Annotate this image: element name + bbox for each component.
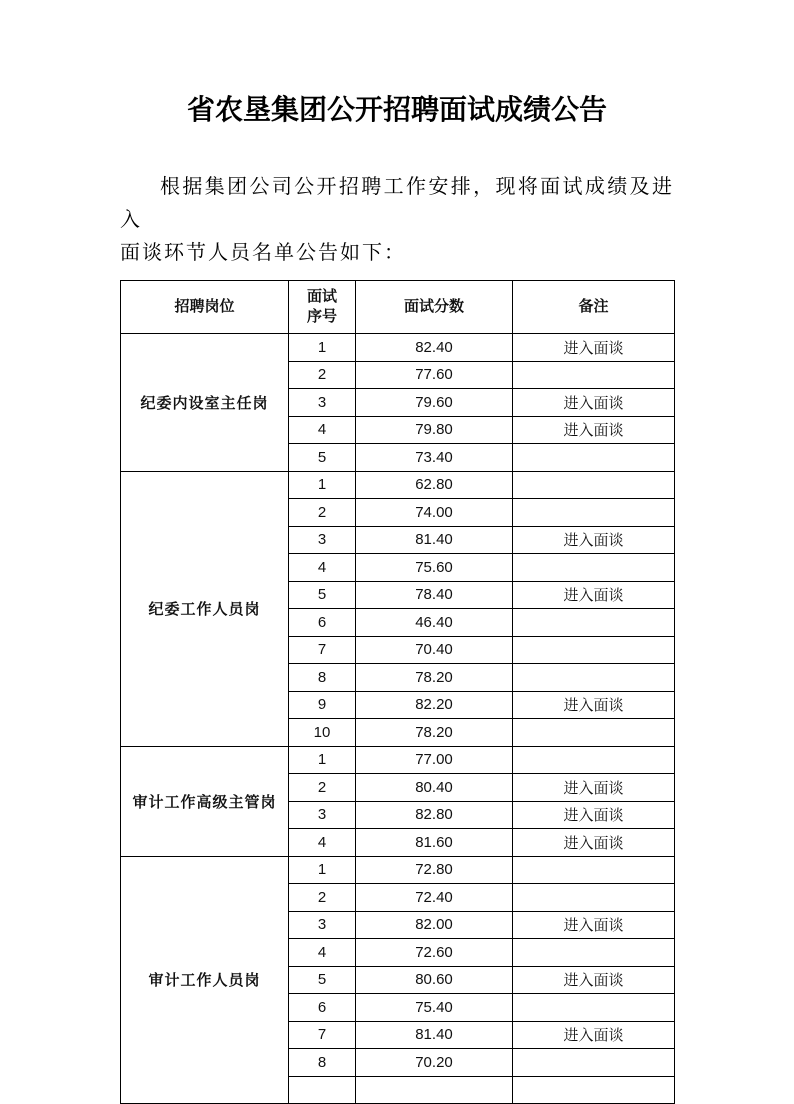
seq-cell: 2 [289,361,356,389]
seq-cell: 2 [289,499,356,527]
score-cell: 79.80 [356,416,513,444]
remark-cell [513,1049,675,1077]
seq-cell: 3 [289,389,356,417]
seq-cell: 1 [289,471,356,499]
score-cell [356,1076,513,1104]
score-cell: 82.40 [356,334,513,362]
seq-cell: 4 [289,939,356,967]
remark-cell: 进入面谈 [513,416,675,444]
column-header-seq-label: 面试序号 [306,288,337,325]
seq-cell: 7 [289,1021,356,1049]
header-row [121,281,675,334]
score-cell: 72.80 [356,856,513,884]
seq-cell: 1 [289,856,356,884]
remark-cell: 进入面谈 [513,1021,675,1049]
seq-cell: 5 [289,444,356,472]
remark-cell: 进入面谈 [513,334,675,362]
score-cell: 80.40 [356,774,513,802]
column-header-remark: 备注 [513,281,675,334]
seq-cell: 1 [289,334,356,362]
score-cell: 77.00 [356,746,513,774]
seq-cell: 5 [289,966,356,994]
score-cell: 62.80 [356,471,513,499]
seq-cell: 3 [289,911,356,939]
seq-cell: 2 [289,774,356,802]
remark-cell [513,884,675,912]
position-cell: 纪委工作人员岗 [121,471,289,746]
seq-cell: 3 [289,526,356,554]
table-header [121,281,675,334]
remark-cell: 进入面谈 [513,774,675,802]
score-cell: 46.40 [356,609,513,637]
score-cell: 78.20 [356,664,513,692]
remark-cell: 进入面谈 [513,829,675,857]
seq-cell: 5 [289,581,356,609]
remark-cell [513,609,675,637]
seq-cell: 8 [289,664,356,692]
remark-cell [513,554,675,582]
remark-cell [513,1076,675,1104]
table-row [121,471,675,499]
score-cell: 80.60 [356,966,513,994]
score-cell: 70.40 [356,636,513,664]
seq-cell: 4 [289,554,356,582]
score-cell: 75.60 [356,554,513,582]
intro-paragraph [120,171,674,270]
score-cell: 82.00 [356,911,513,939]
column-header-seq [289,281,356,334]
score-cell: 72.60 [356,939,513,967]
table-row [121,334,675,362]
seq-cell: 4 [289,829,356,857]
table-row [121,746,675,774]
score-cell: 78.20 [356,719,513,747]
score-cell: 74.00 [356,499,513,527]
remark-cell: 进入面谈 [513,389,675,417]
seq-cell: 3 [289,801,356,829]
score-cell: 77.60 [356,361,513,389]
table-row [121,856,675,884]
remark-cell [513,746,675,774]
remark-cell: 进入面谈 [513,911,675,939]
remark-cell [513,361,675,389]
seq-cell: 6 [289,994,356,1022]
remark-cell: 进入面谈 [513,801,675,829]
remark-cell [513,939,675,967]
seq-cell: 2 [289,884,356,912]
remark-cell [513,499,675,527]
remark-cell: 进入面谈 [513,526,675,554]
seq-cell: 7 [289,636,356,664]
remark-cell [513,444,675,472]
position-cell: 审计工作高级主管岗 [121,746,289,856]
remark-cell: 进入面谈 [513,691,675,719]
score-cell: 73.40 [356,444,513,472]
score-cell: 82.20 [356,691,513,719]
seq-cell: 8 [289,1049,356,1077]
score-cell: 70.20 [356,1049,513,1077]
seq-cell: 4 [289,416,356,444]
score-cell: 81.40 [356,1021,513,1049]
remark-cell: 进入面谈 [513,966,675,994]
score-cell: 75.40 [356,994,513,1022]
seq-cell: 9 [289,691,356,719]
position-cell: 审计工作人员岗 [121,856,289,1104]
table-body [121,334,675,1104]
remark-cell [513,856,675,884]
page-title: 省农垦集团公开招聘面试成绩公告 [186,95,607,126]
column-header-score: 面试分数 [356,281,513,334]
remark-cell [513,719,675,747]
position-cell: 纪委内设室主任岗 [121,334,289,472]
intro-line-2: 面谈环节人员名单公告如下： [120,242,406,264]
remark-cell [513,664,675,692]
seq-cell: 10 [289,719,356,747]
score-cell: 72.40 [356,884,513,912]
intro-line-1: 根据集团公司公开招聘工作安排，现将面试成绩及进入 [120,176,674,231]
remark-cell [513,636,675,664]
remark-cell [513,994,675,1022]
remark-cell: 进入面谈 [513,581,675,609]
column-header-position: 招聘岗位 [121,281,289,334]
seq-cell [289,1076,356,1104]
score-cell: 81.40 [356,526,513,554]
seq-cell: 6 [289,609,356,637]
score-cell: 79.60 [356,389,513,417]
seq-cell: 1 [289,746,356,774]
score-table [120,280,675,1104]
score-cell: 78.40 [356,581,513,609]
score-cell: 82.80 [356,801,513,829]
score-cell: 81.60 [356,829,513,857]
remark-cell [513,471,675,499]
